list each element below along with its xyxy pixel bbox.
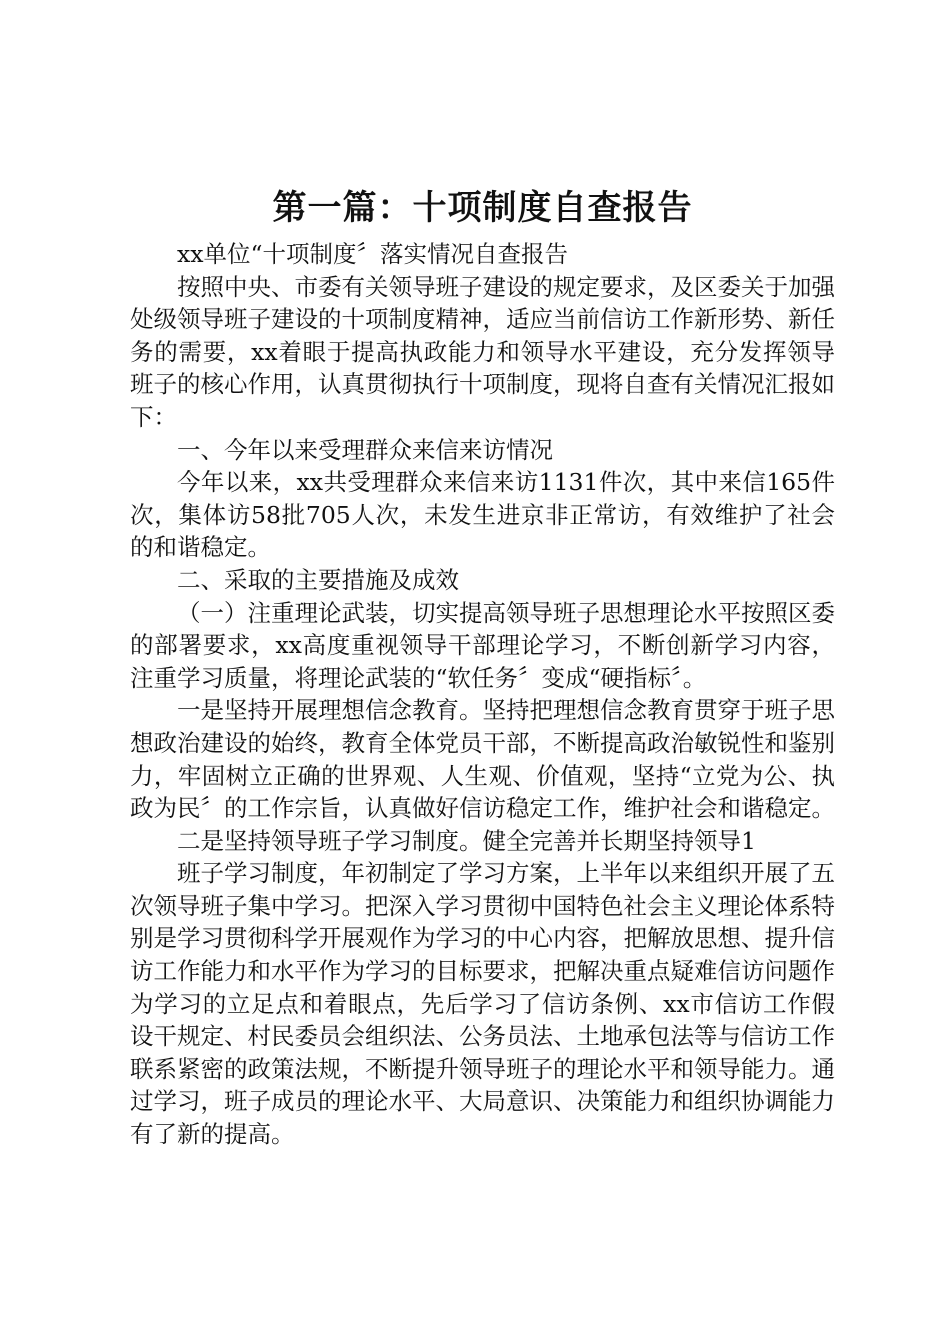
subtitle-paragraph: xx单位“十项制度〞落实情况自查报告 bbox=[177, 240, 569, 268]
body-paragraph: 今年以来，xx共受理群众来信来访1131件次，其中来信165件次，集体访58批705人次，未发生进京非正常访，有效维护了社会的和谐稳定。 bbox=[130, 468, 835, 562]
intro-paragraph: 按照中央、市委有关领导班子建设的规定要求，及区委关于加强处级领导班子建设的十项制度精神，适应当前信访工作新形势、新任务的需要，xx着眼于提高执政能力和领导水平建设，充分发挥领导班子的核心作用，认真贯彻执行十项制度，现将自查有关情况汇报如下： bbox=[130, 272, 835, 431]
body-paragraph: 一是坚持开展理想信念教育。坚持把理想信念教育贯穿于班子思想政治建设的始终，教育全体党员干部，不断提高政治敏锐性和鉴别力，牢固树立正确的世界观、人生观、价值观，坚持“立党为公、执政为民〞的工作宗旨，认真做好信访稳定工作，维护社会和谐稳定。 bbox=[130, 696, 835, 823]
body-paragraph: 二是坚持领导班子学习制度。健全完善并长期坚持领导1 bbox=[177, 826, 756, 855]
document-title: 第一篇：十项制度自查报告 bbox=[272, 188, 693, 228]
body-paragraph: （一）注重理论武装，切实提高领导班子思想理论水平按照区委的部署要求，xx高度重视领导干部理论学习，不断创新学习内容，注重学习质量，将理论武装的“软任务〞变成“硬指标〞。 bbox=[130, 598, 835, 692]
section-heading-1: 一、今年以来受理群众来信来访情况 bbox=[177, 435, 553, 464]
section-heading-2: 二、采取的主要措施及成效 bbox=[177, 565, 459, 594]
body-paragraph: 班子学习制度，年初制定了学习方案，上半年以来组织开展了五次领导班子集中学习。把深入学习贯彻中国特色社会主义理论体系特别是学习贯彻科学开展观作为学习的中心内容，把解放思想、提升信访工作能力和水平作为学习的目标要求，把解决重点疑难信访问题作为学习的立足点和着眼点，先后学习了信访条例、xx市信访工作假设干规定、村民委员会组织法、公务员法、土地承包法等与信访工作联系紧密的政策法规，不断提升领导班子的理论水平和领导能力。通过学习，班子成员的理论水平、大局意识、决策能力和组织协调能力有了新的提高。 bbox=[130, 859, 835, 1149]
document-page bbox=[130, 182, 835, 1151]
